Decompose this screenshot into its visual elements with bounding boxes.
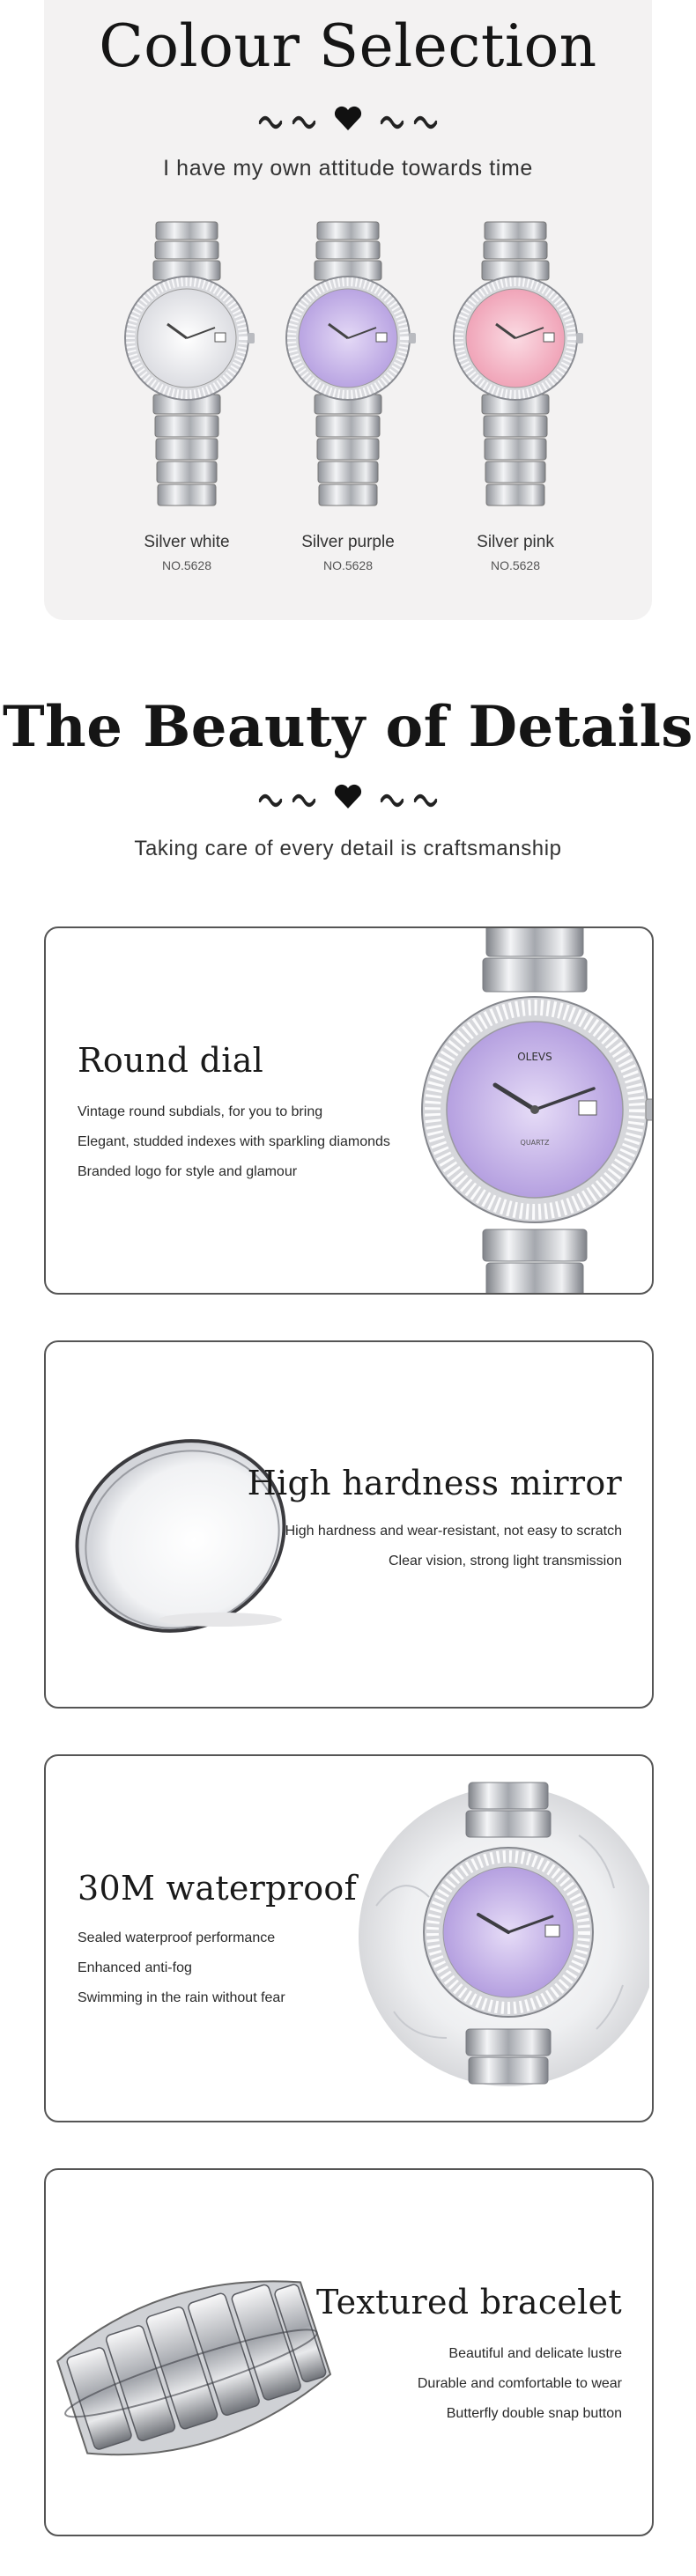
card-lines <box>78 1923 285 2013</box>
details-subtitle: Taking care of every detail is craftsmanship <box>134 837 562 860</box>
card-lines <box>78 1097 390 1187</box>
card-title: Textured bracelet <box>315 2283 622 2321</box>
bracelet-closeup-icon <box>46 2196 337 2522</box>
card-lines <box>285 1517 622 1576</box>
card-line: Branded logo for style and glamour <box>78 1164 298 1179</box>
card-waterproof <box>44 1754 654 2122</box>
colour-selection-subtitle: I have my own attitude towards time <box>163 156 533 181</box>
ornament-icon <box>0 104 696 138</box>
card-line: High hardness and wear-resistant, not easy to scratch <box>285 1524 622 1539</box>
card-line: Clear vision, strong light transmission <box>389 1554 622 1568</box>
card-line: Beautiful and delicate lustre <box>448 2346 622 2361</box>
watch-pink-icon <box>445 220 586 520</box>
details-title: The Beauty of Details <box>3 694 693 760</box>
card-line: Durable and comfortable to wear <box>417 2376 622 2391</box>
watch-variant-pink[interactable] <box>445 220 586 572</box>
variant-name: Silver white <box>144 533 230 551</box>
dial-text: QUARTZ <box>520 1139 550 1147</box>
card-mirror <box>44 1340 654 1709</box>
card-line: Vintage round subdials, for you to bring <box>78 1104 323 1119</box>
colour-selection-title: Colour Selection <box>99 12 597 80</box>
ornament-icon <box>0 782 696 816</box>
card-lines <box>418 2339 622 2429</box>
card-title: 30M waterproof <box>78 1869 357 1908</box>
watch-water-splash-icon <box>341 1765 649 2117</box>
card-round-dial <box>44 926 654 1295</box>
card-line: Butterfly double snap button <box>446 2406 622 2421</box>
card-line: Enhanced anti-fog <box>78 1960 192 1975</box>
variant-name: Silver pink <box>477 533 554 551</box>
watch-white-icon <box>116 220 257 520</box>
watch-variant-purple[interactable] <box>278 220 418 572</box>
card-bracelet <box>44 2168 654 2536</box>
card-line: Sealed waterproof performance <box>78 1930 276 1945</box>
variant-code: NO.5628 <box>322 558 374 572</box>
brand-mark: OLEVS <box>517 1051 552 1063</box>
watch-closeup-icon <box>398 928 654 1293</box>
variant-name: Silver purple <box>301 533 395 551</box>
watch-variant-white[interactable] <box>116 220 257 572</box>
card-title: High hardness mirror <box>247 1464 622 1502</box>
card-title: Round dial <box>78 1041 264 1080</box>
watch-purple-icon <box>278 220 418 520</box>
card-line: Elegant, studded indexes with sparkling diamonds <box>78 1134 390 1149</box>
variant-code: NO.5628 <box>490 558 541 572</box>
variant-code: NO.5628 <box>161 558 212 572</box>
card-line: Swimming in the rain without fear <box>78 1990 285 2005</box>
crystal-glass-icon <box>53 1421 308 1650</box>
